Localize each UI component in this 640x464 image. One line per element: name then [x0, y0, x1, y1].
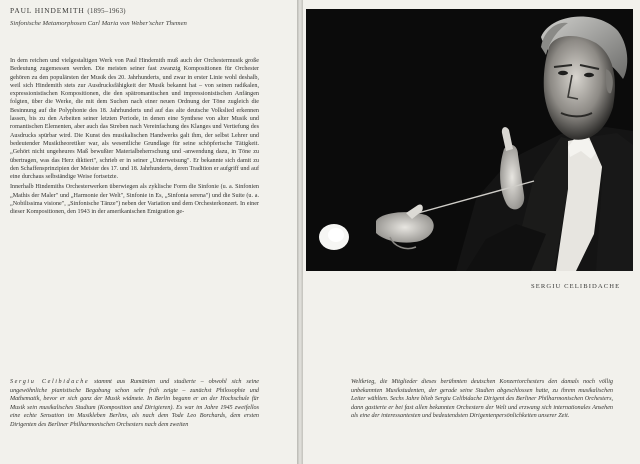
- work-title: Sinfonische Metamorphosen Carl Maria von Weber'scher Themen: [10, 20, 187, 27]
- biography-paragraph: [10, 378, 259, 430]
- left-page: [0, 0, 297, 464]
- program-paragraph-1: In dem reichen und vielgestaltigen Werk von Paul Hindemith muß auch der Orchestermusik große Bedeutung zugemessen werden. Die meisten seiner fast zwanzig Kompositionen für Orchester gehören zu den populärsten der Musik des 20. Jahrhunderts, und zwar in erster Linie wohl deshalb, weil sich Hindemith stets zur Ausdrucksfähigkeit der Musik bekannt hat – von seinen radikalen, expressionistischen Kompositionen, die den spätromantischen und impressionistischen Anfängen folgten, über die Werke, die mit dem Suchen nach einer neuen Ordnung der Töne zugleich die Besinnung auf die Polyphonie des 18. Jahrhunderts und auf das alte deutsche Volkslied erkennen lassen, bis zu den Arbeiten seiner letzten Periode, in denen eine Synthese von alter Musik und romantischen Elementen, aber auch das Streben nach Vereinfachung des Klanges und Vertiefung des Ausdrucks spürbar wird. Die Kunst des musikalischen Handwerks galt ihm, der selbst Lehrer und bedeutender Musiktheoretiker war, als wesentliche Grundlage für seine schöpferische Tätigkeit. „Gehört nicht ungeheures Maß bewußter Materialbeherrschung und -anwendung dazu, in Töne zu übertragen, was das Herz diktiert", schrieb er in seiner „Unterweisung". Er bekannte sich damit zu den Schaffensprinzipien der Meister des 17. und 18. Jahrhunderts, deren Tradition er aufgriff und auf eine durchaus selbständige Weise fortsetzte.: [10, 58, 259, 181]
- composer-name: PAUL HINDEMITH: [10, 6, 85, 15]
- program-paragraph-2: Innerhalb Hindemiths Orchesterwerken überwiegen als zyklische Form die Sinfonie (u. a. Sinfonien „Mathis der Maler" und „Harmonie der Welt", Sinfonie in Es, „Sinfonia serena") und die Suite (u. a. „Nobilissima visione", „Sinfonische Tänze") neben der Variation und dem Orchesterkonzert. In einer dieser Kompositionen, den 1943 in der amerikanischen Emigration ge-: [10, 184, 259, 216]
- biography-part-1: [10, 378, 259, 430]
- biography-text: stammt aus Rumänien und studierte – obwohl sich seine ungewöhnliche pianistische Begabung schon sehr früh zeigte – zunächst Philosophie und Mathematik, bevor er sich ganz der Musik widmete. In Berlin begann er an der Hochschule für Musik sein musikalisches Studium (Komposition und Dirigieren). Es war im Jahre 1945 zweifellos eine echte Sensation im Musikleben Berlins, als nach dem Tode Leo Borchards, dem ersten Dirigenten des Berliner Philharmonischen Orchesters nach dem zweiten: [10, 379, 259, 428]
- composer-heading: [10, 6, 126, 15]
- conductor-photo-illustration: [306, 9, 633, 271]
- biography-part-2: [351, 378, 613, 421]
- biography-name: Sergiu Celibidache: [10, 379, 90, 385]
- photo-caption: SERGIU CELIBIDACHE: [531, 283, 621, 290]
- biography-continued: Weltkrieg, die Mitglieder dieses berühmten deutschen Konzertorchesters den damals noch völlig unbekannten Musikstudenten, der gerade seine Studien abgeschlossen hatte, zu ihrem musikalischen Leiter wählten. Sechs Jahre blieb Sergiu Celibidache Dirigent des Berliner Philharmonischen Orchesters, dann gastierte er bei fast allen bekannten Orchestern der Welt und erzwang sich internationales Ansehen als eine der interessantesten und bedeutendsten Dirigentenpersönlichkeiten unserer Zeit.: [351, 379, 613, 420]
- composer-years: (1895–1963): [87, 8, 126, 15]
- conductor-photo: [306, 9, 633, 271]
- program-notes: [10, 57, 259, 219]
